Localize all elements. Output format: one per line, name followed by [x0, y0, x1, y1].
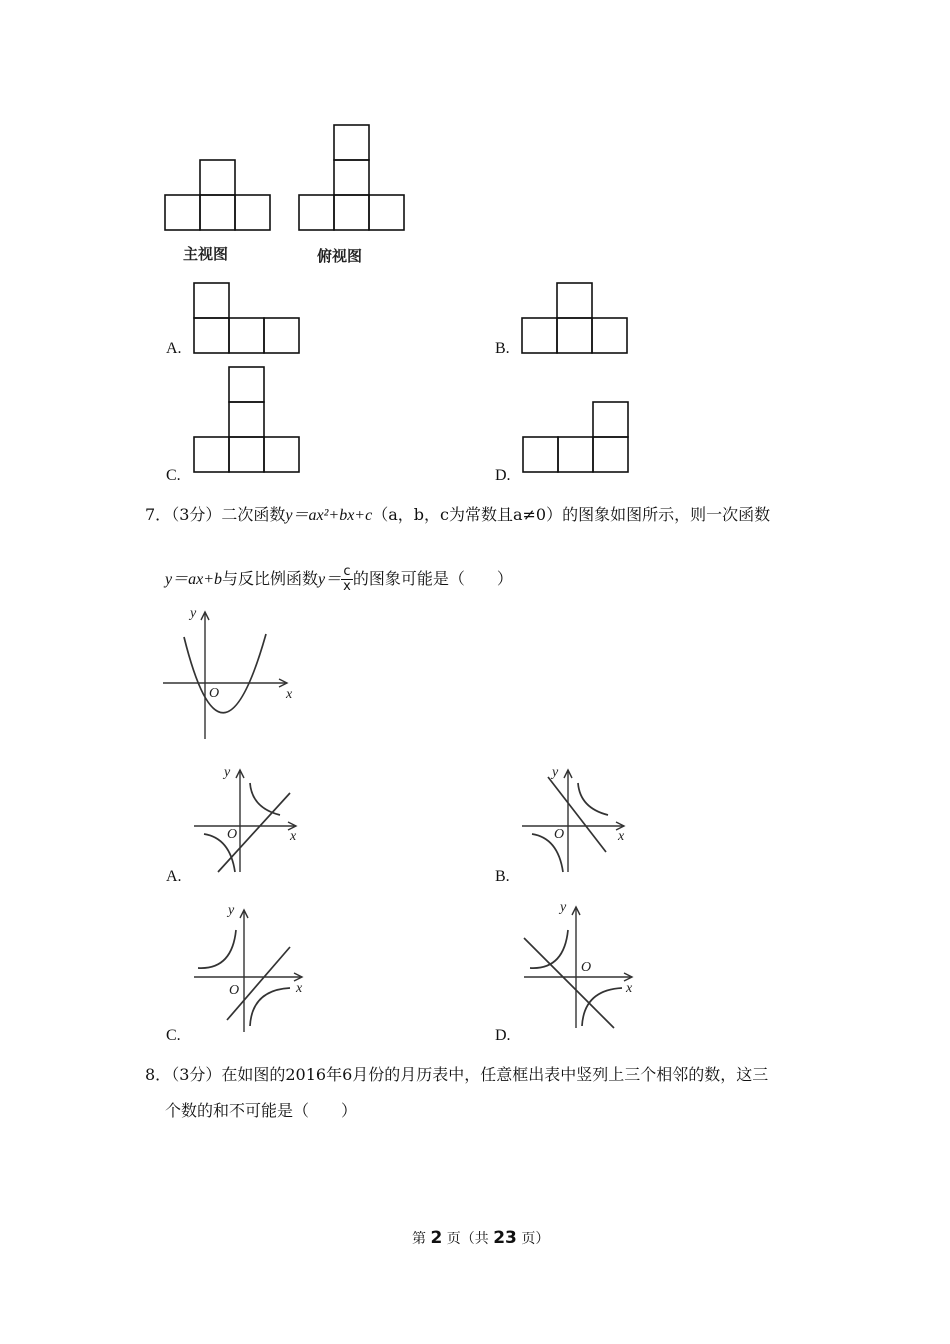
q7-lead: 二次函数: [221, 505, 286, 524]
q7-reciprocal-lhs: y＝: [318, 571, 342, 588]
current-page-number: 2: [430, 1228, 443, 1248]
q8-line1: [145, 1065, 768, 1085]
main-view-caption: 主视图: [183, 245, 229, 263]
total-pages-number: 23: [493, 1228, 517, 1248]
line-graph: [524, 938, 614, 1028]
svg-text:O: O: [554, 827, 565, 842]
page-footer: 第 2 页（共 23 页）: [412, 1228, 550, 1248]
q7-linear-formula: y＝ax+b: [165, 571, 223, 588]
q7-option-d-label[interactable]: D.: [495, 1027, 511, 1044]
svg-text:O: O: [581, 960, 592, 975]
svg-text:x: x: [618, 829, 625, 844]
q6-option-a-label[interactable]: A.: [166, 340, 182, 357]
svg-text:y: y: [224, 765, 231, 780]
svg-text:y: y: [552, 765, 559, 780]
svg-text:O: O: [227, 827, 238, 842]
svg-text:x: x: [626, 981, 633, 996]
svg-text:x: x: [290, 829, 297, 844]
q7-option-c-label[interactable]: C.: [166, 1027, 181, 1044]
q8-number: 8．: [145, 1065, 172, 1084]
svg-text:y: y: [560, 900, 567, 915]
q6-option-b-label[interactable]: B.: [495, 340, 510, 357]
q7-option-a-label[interactable]: A.: [166, 868, 182, 885]
svg-text:O: O: [229, 983, 240, 998]
q7-score: （3分）: [171, 505, 222, 524]
q8-line2: 个数的和不可能是（ ）: [165, 1101, 358, 1120]
q8-score: （3分）: [171, 1065, 222, 1084]
top-view-caption: 俯视图: [317, 247, 363, 265]
q7-fraction-numerator: c: [341, 565, 353, 580]
origin-label: O: [209, 686, 220, 701]
q7-line1-mid: （a，b，c为常数且a≠0）的图象如图所示，则一次函数: [372, 505, 771, 524]
q7-number: 7．: [145, 505, 172, 524]
q7-line2-tail: 的图象可能是（ ）: [352, 569, 513, 588]
q6-option-c-label[interactable]: C.: [166, 467, 181, 484]
q8-line1-text: 在如图的2016年6月份的月历表中，任意框出表中竖列上三个相邻的数，这三: [221, 1065, 769, 1084]
svg-text:x: x: [296, 981, 303, 996]
q7-option-b-label[interactable]: B.: [495, 868, 510, 885]
q6-option-d-label[interactable]: D.: [495, 467, 511, 484]
axis-label-y: y: [190, 606, 197, 621]
q7-line2-mid: 与反比例函数: [222, 569, 319, 588]
q7-quadratic-formula: y＝ax²+bx+c: [285, 507, 373, 524]
svg-text:y: y: [228, 903, 235, 918]
hyperbola-branch-2: [582, 988, 622, 1026]
q7-fraction-denominator: x: [343, 579, 351, 594]
axis-label-x: x: [286, 687, 293, 702]
